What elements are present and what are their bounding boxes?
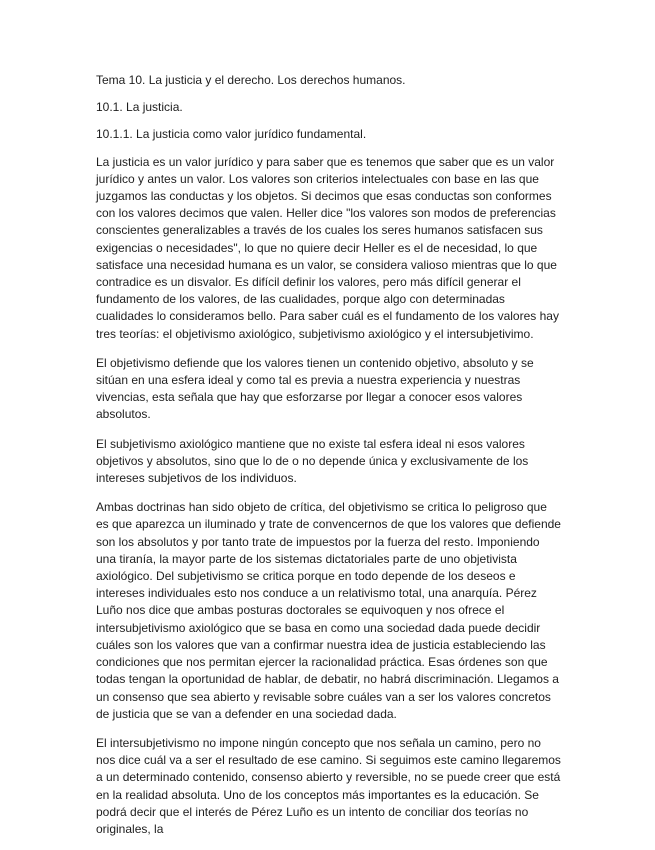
section-heading: 10.1. La justicia. [96,100,183,115]
document-body [96,72,562,850]
paragraph: El subjetivismo axiológico mantiene que no existe tal esfera ideal ni esos valores objetivos y absolutos, sino que lo de o no depende única y exclusivamente de los intereses subjetivos de los individuos. [96,436,529,486]
paragraph: Ambas doctrinas han sido objeto de crítica, del objetivismo se critica lo peligroso que es que aparezca un iluminado y trate de convencernos de que los valores que defiende son los absolutos y por tanto trate de impuestos por la fuerza del resto. Imponiendo una tiranía, la mayor parte de los sistemas dictatoriales parte de uno objetivista axiológico. Del subjetivismo se critica porque en todo depende de los deseos e intereses individuales esto nos conduce a un relativismo total, una anarquía. Pérez Luño nos dice que ambas posturas doctorales se equivoquen y nos ofrece el intersubjetivismo axiológico que se basa en como una sociedad dada puede decidir cuáles son los valores que van a confirmar nuestra idea de justicia estableciendo las condiciones que nos permitan ejercer la racionalidad práctica. Esas órdenes son que todas tengan la oportunidad de hablar, de debatir, no habrá discriminación. Llegamos a un consenso que sea abierto y revisable sobre cuáles van a ser los valores concretos de justicia que se van a defender en una sociedad dada. [96,500,561,721]
subsection-heading: 10.1.1. La justicia como valor jurídico fundamental. [96,127,367,142]
document-title: Tema 10. La justicia y el derecho. Los derechos humanos. [96,73,406,87]
paragraph: El objetivismo defiende que los valores tienen un contenido objetivo, absoluto y se sitúan en una esfera ideal y como tal es previa a nuestra experiencia y nuestras vivencias, esta señala que hay que esforzarse por llegar a conocer esos valores absolutos. [96,355,534,422]
paragraph: El intersubjetivismo no impone ningún concepto que nos señala un camino, pero no nos dice cuál va a ser el resultado de ese camino. Si seguimos este camino llegaremos a un determinado contenido, consenso abierto y reversible, no se puede creer que está en la realidad absoluta. Uno de los conceptos más importantes es la educación. Se podrá decir que el interés de Pérez Luño es un intento de conciliar dos teorías no originales, la [96,735,561,836]
paragraph: La justicia es un valor jurídico y para saber que es tenemos que saber que es un valor jurídico y antes un valor. Los valores son criterios intelectuales con base en las que juzgamos las conductas y los objetos. Si decimos que esas conductas son conformes con los valores decimos que valen. Heller dice "los valores son modos de preferencias conscientes generalizables a través de los cuales los seres humanos satisfacen sus exigencias o necesidades", lo que no quiere decir Heller es el de necesidad, lo que satisface una necesidad humana es un valor, se considera valioso mientras que lo que contradice es un disvalor. Es difícil definir los valores, pero más difícil generar el fundamento de los valores, de las cualidades, porque algo con determinadas cualidades lo consideramos bello. Para saber cuál es el fundamento de los valores hay tres teorías: el objetivismo axiológico, subjetivismo axiológico y el intersubjetivimo. [96,154,559,341]
